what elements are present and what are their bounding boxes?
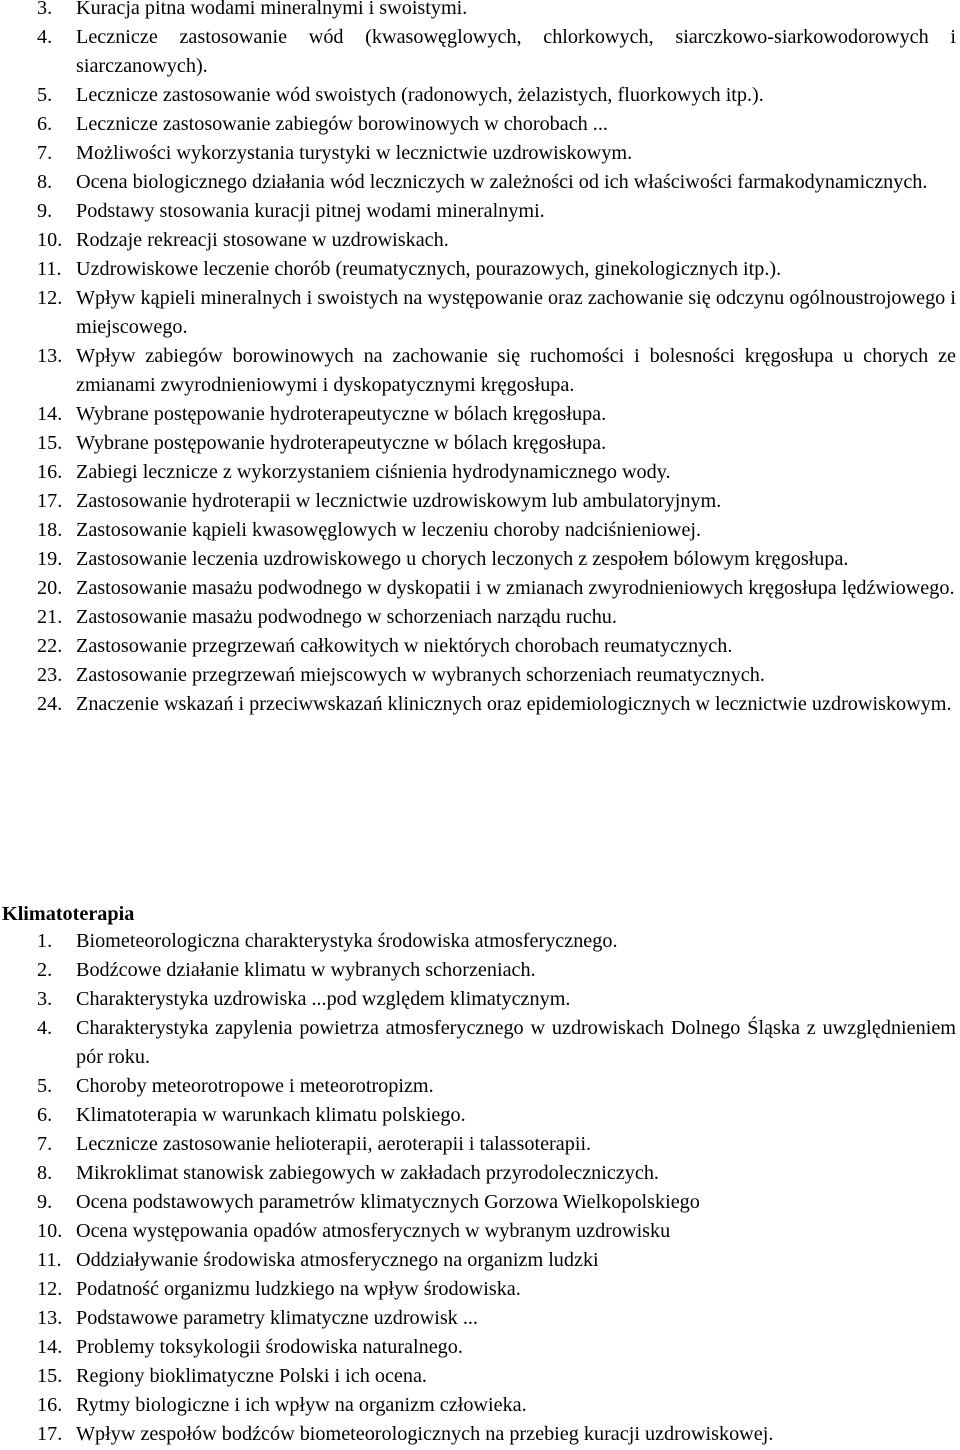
item-text: Oddziaływanie środowiska atmosferycznego na organizm ludzki (76, 1249, 599, 1271)
item-number: 24. (37, 693, 63, 715)
item-text: Znaczenie wskazań i przeciwwskazań klinicznych oraz epidemiologicznych w lecznictwie uzdrowiskowym. (76, 693, 952, 715)
item-text: Możliwości wykorzystania turystyki w lecznictwie uzdrowiskowym. (76, 142, 633, 164)
list-item (0, 956, 960, 985)
item-text: Choroby meteorotropowe i meteorotropizm. (76, 1075, 434, 1097)
list-item (0, 1420, 960, 1449)
list-item (0, 458, 960, 487)
item-number: 13. (37, 345, 63, 367)
item-text: Wpływ zabiegów borowinowych na zachowanie się ruchomości i bolesności kręgosłupa u chorych ze zmianami zwyrodnieniowymi i dyskopatycznymi kręgosłupa. (76, 345, 956, 396)
item-text: Wybrane postępowanie hydroterapeutyczne w bólach kręgosłupa. (76, 432, 607, 454)
item-text: Ocena biologicznego działania wód leczniczych w zależności od ich właściwości farmakodynamicznych. (76, 171, 928, 193)
item-number: 7. (37, 1133, 53, 1155)
item-number: 9. (37, 1191, 53, 1213)
item-number: 21. (37, 606, 63, 628)
item-number: 11. (37, 1249, 62, 1271)
list-item (0, 226, 960, 255)
item-number: 16. (37, 461, 63, 483)
item-text: Zastosowanie masażu podwodnego w dyskopatii i w zmianach zwyrodnieniowych kręgosłupa lędźwiowego. (76, 577, 955, 599)
item-number: 7. (37, 142, 53, 164)
item-text: Wpływ zespołów bodźców biometeorologicznych na przebieg kuracji uzdrowiskowej. (76, 1423, 774, 1445)
item-number: 6. (37, 113, 53, 135)
item-number: 10. (37, 1220, 63, 1242)
list-item (0, 168, 960, 197)
item-number: 15. (37, 432, 63, 454)
item-text: Bodźcowe działanie klimatu w wybranych schorzeniach. (76, 959, 536, 981)
list-item (0, 603, 960, 632)
item-number: 22. (37, 635, 63, 657)
item-number: 12. (37, 1278, 63, 1300)
item-number: 20. (37, 577, 63, 599)
item-text: Wybrane postępowanie hydroterapeutyczne w bólach kręgosłupa. (76, 403, 607, 425)
topic-list (0, 0, 960, 719)
list-item (0, 545, 960, 574)
list-item (0, 284, 960, 342)
climatotherapy-topics-section (0, 927, 960, 1449)
list-item (0, 1362, 960, 1391)
item-text: Lecznicze zastosowanie wód swoistych (radonowych, żelazistych, fluorkowych itp.). (76, 84, 764, 106)
item-text: Klimatoterapia w warunkach klimatu polskiego. (76, 1104, 466, 1126)
list-item (0, 1159, 960, 1188)
list-item (0, 985, 960, 1014)
list-item (0, 429, 960, 458)
item-number: 8. (37, 171, 53, 193)
list-item (0, 1101, 960, 1130)
item-text: Mikroklimat stanowisk zabiegowych w zakładach przyrodoleczniczych. (76, 1162, 659, 1184)
list-item (0, 487, 960, 516)
list-item (0, 139, 960, 168)
item-text: Lecznicze zastosowanie helioterapii, aeroterapii i talassoterapii. (76, 1133, 592, 1155)
item-number: 16. (37, 1394, 63, 1416)
item-text: Rodzaje rekreacji stosowane w uzdrowiskach. (76, 229, 449, 251)
list-item (0, 342, 960, 400)
list-item (0, 1275, 960, 1304)
item-number: 17. (37, 1423, 63, 1445)
list-item (0, 0, 960, 23)
list-item (0, 927, 960, 956)
item-text: Zastosowanie hydroterapii w lecznictwie uzdrowiskowym lub ambulatoryjnym. (76, 490, 722, 512)
item-text: Uzdrowiskowe leczenie chorób (reumatycznych, pourazowych, ginekologicznych itp.). (76, 258, 782, 280)
list-item (0, 23, 960, 81)
item-number: 19. (37, 548, 63, 570)
list-item (0, 400, 960, 429)
item-number: 4. (37, 26, 53, 48)
item-text: Podatność organizmu ludzkiego na wpływ środowiska. (76, 1278, 521, 1300)
item-text: Rytmy biologiczne i ich wpływ na organizm człowieka. (76, 1394, 527, 1416)
list-item (0, 661, 960, 690)
section-heading: Klimatoterapia (2, 903, 135, 925)
list-item (0, 81, 960, 110)
item-text: Biometeorologiczna charakterystyka środowiska atmosferycznego. (76, 930, 618, 952)
item-number: 1. (37, 930, 53, 952)
item-number: 14. (37, 1336, 63, 1358)
list-item (0, 1188, 960, 1217)
list-item (0, 516, 960, 545)
item-number: 3. (37, 988, 53, 1010)
item-text: Podstawowe parametry klimatyczne uzdrowisk ... (76, 1307, 478, 1329)
item-number: 11. (37, 258, 62, 280)
item-number: 10. (37, 229, 63, 251)
list-item (0, 1304, 960, 1333)
list-item (0, 1014, 960, 1072)
list-item (0, 197, 960, 226)
list-item (0, 1246, 960, 1275)
item-text: Charakterystyka uzdrowiska ...pod względem klimatycznym. (76, 988, 571, 1010)
balneotherapy-topics-section (0, 0, 960, 719)
item-number: 4. (37, 1017, 53, 1039)
item-text: Lecznicze zastosowanie wód (kwasowęglowych, chlorkowych, siarczkowo-siarkowodorowych i siarczanowych). (76, 26, 956, 77)
item-text: Kuracja pitna wodami mineralnymi i swoistymi. (76, 0, 468, 19)
item-number: 3. (37, 0, 53, 19)
item-text: Ocena podstawowych parametrów klimatycznych Gorzowa Wielkopolskiego (76, 1191, 700, 1213)
item-text: Wpływ kąpieli mineralnych i swoistych na występowanie oraz zachowanie się odczynu ogólnoustrojowego i miejscowego. (76, 287, 956, 338)
list-item (0, 1333, 960, 1362)
item-number: 14. (37, 403, 63, 425)
list-item (0, 255, 960, 284)
item-text: Zastosowanie kąpieli kwasowęglowych w leczeniu choroby nadciśnieniowej. (76, 519, 702, 541)
item-number: 18. (37, 519, 63, 541)
list-item (0, 574, 960, 603)
item-number: 2. (37, 959, 53, 981)
item-text: Lecznicze zastosowanie zabiegów borowinowych w chorobach ... (76, 113, 608, 135)
topic-list (0, 927, 960, 1449)
item-number: 23. (37, 664, 63, 686)
item-text: Podstawy stosowania kuracji pitnej wodami mineralnymi. (76, 200, 545, 222)
list-item (0, 1391, 960, 1420)
item-text: Ocena występowania opadów atmosferycznych w wybranym uzdrowisku (76, 1220, 671, 1242)
item-text: Zastosowanie przegrzewań całkowitych w niektórych chorobach reumatycznych. (76, 635, 733, 657)
list-item (0, 690, 960, 719)
item-number: 12. (37, 287, 63, 309)
item-number: 15. (37, 1365, 63, 1387)
list-item (0, 1217, 960, 1246)
item-text: Charakterystyka zapylenia powietrza atmosferycznego w uzdrowiskach Dolnego Śląska z uwzględnieniem pór roku. (76, 1017, 956, 1068)
item-number: 17. (37, 490, 63, 512)
item-number: 6. (37, 1104, 53, 1126)
item-number: 5. (37, 84, 53, 106)
item-text: Zastosowanie leczenia uzdrowiskowego u chorych leczonych z zespołem bólowym kręgosłupa. (76, 548, 849, 570)
item-number: 8. (37, 1162, 53, 1184)
item-number: 13. (37, 1307, 63, 1329)
item-number: 9. (37, 200, 53, 222)
item-text: Problemy toksykologii środowiska naturalnego. (76, 1336, 463, 1358)
item-text: Zastosowanie przegrzewań miejscowych w wybranych schorzeniach reumatycznych. (76, 664, 765, 686)
item-number: 5. (37, 1075, 53, 1097)
item-text: Zastosowanie masażu podwodnego w schorzeniach narządu ruchu. (76, 606, 617, 628)
list-item (0, 1130, 960, 1159)
item-text: Zabiegi lecznicze z wykorzystaniem ciśnienia hydrodynamicznego wody. (76, 461, 671, 483)
list-item (0, 1072, 960, 1101)
list-item (0, 632, 960, 661)
list-item (0, 110, 960, 139)
item-text: Regiony bioklimatyczne Polski i ich ocena. (76, 1365, 427, 1387)
